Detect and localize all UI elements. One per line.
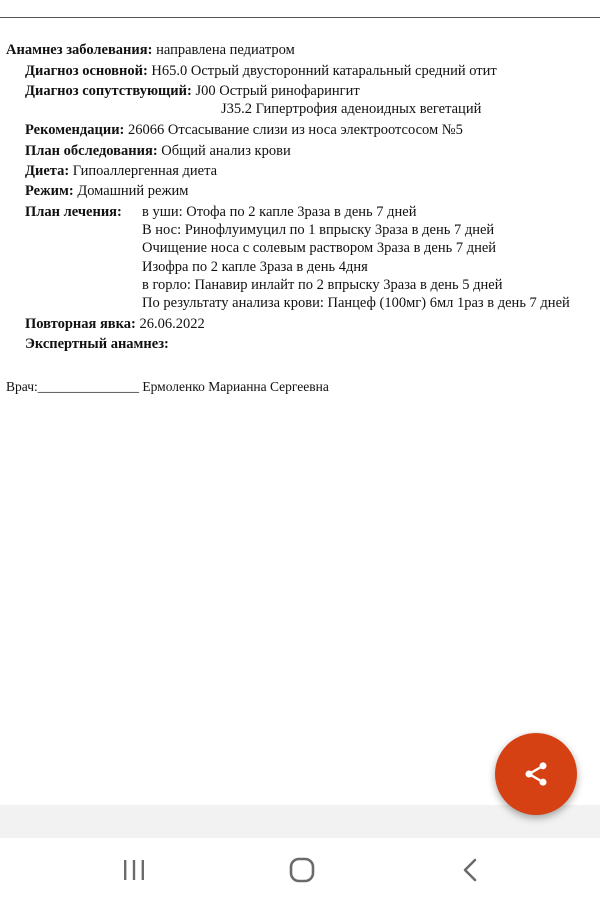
regime-label: Режим: [25,183,74,199]
treatment-line-5: в горло: Панавир инлайт по 2 впрыску 3раза в день 5 дней [142,277,503,293]
share-icon [522,760,550,788]
treatment-line-4: Изофра по 2 капле 3раза в день 4дня [142,259,368,275]
expert-anamnesis-label: Экспертный анамнез: [25,336,169,352]
share-button[interactable] [495,733,577,815]
concomitant-diagnosis-line [25,82,360,100]
diet-label: Диета: [25,163,70,179]
repeat-visit-value: 26.06.2022 [139,316,205,332]
exam-plan-line [25,142,291,160]
recommendations-value: 26066 Отсасывание слизи из носа электроотсосом №5 [128,122,463,138]
back-button[interactable] [440,852,500,892]
diet-line [25,162,217,180]
treatment-line-2: В нос: Ринофлуимуцил по 1 впрыску 3раза в день 7 дней [142,222,495,238]
concomitant-value-1: J00 Острый ринофарингит [195,83,360,99]
top-divider [0,17,600,18]
anamnesis-label: Анамнез заболевания: [6,42,153,58]
bottom-toolbar-area [0,805,600,838]
anamnesis-line [6,41,295,59]
diet-value: Гипоаллергенная диета [72,163,218,179]
regime-line [25,182,188,200]
back-icon [460,857,480,888]
doctor-name: Ермоленко Марианна Сергеевна [142,379,329,394]
concomitant-label: Диагноз сопутствующий: [25,83,192,99]
treatment-line-1: в уши: Отофа по 2 капле 3раза в день 7 дней [142,204,417,220]
exam-plan-label: План обследования: [25,143,158,159]
concomitant-value-2: J35.2 Гипертрофия аденоидных вегетаций [221,101,482,117]
repeat-visit-label: Повторная явка: [25,316,136,332]
home-button[interactable] [272,852,332,892]
main-diagnosis-line [25,62,497,80]
treatment-line-3: Очищение носа с солевым раствором 3раза в день 7 дней [142,240,497,256]
system-navigation-bar [0,838,600,907]
repeat-visit-line [25,315,205,333]
recommendations-label: Рекомендации: [25,122,125,138]
doctor-signature-line [6,378,329,396]
doctor-label: Врач:_______________ [6,379,139,394]
treatment-line-6: По результату анализа крови: Панцеф (100мг) 6мл 1раз в день 7 дней [142,295,570,311]
anamnesis-value: направлена педиатром [156,42,295,58]
home-icon [288,856,316,889]
main-diagnosis-label: Диагноз основной: [25,63,148,79]
treatment-label: План лечения: [25,204,122,220]
main-diagnosis-value: H65.0 Острый двусторонний катаральный средний отит [151,63,497,79]
recent-apps-icon [121,858,147,887]
recommendations-line [25,121,463,139]
regime-value: Домашний режим [77,183,189,199]
recent-apps-button[interactable] [104,852,164,892]
exam-plan-value: Общий анализ крови [161,143,291,159]
